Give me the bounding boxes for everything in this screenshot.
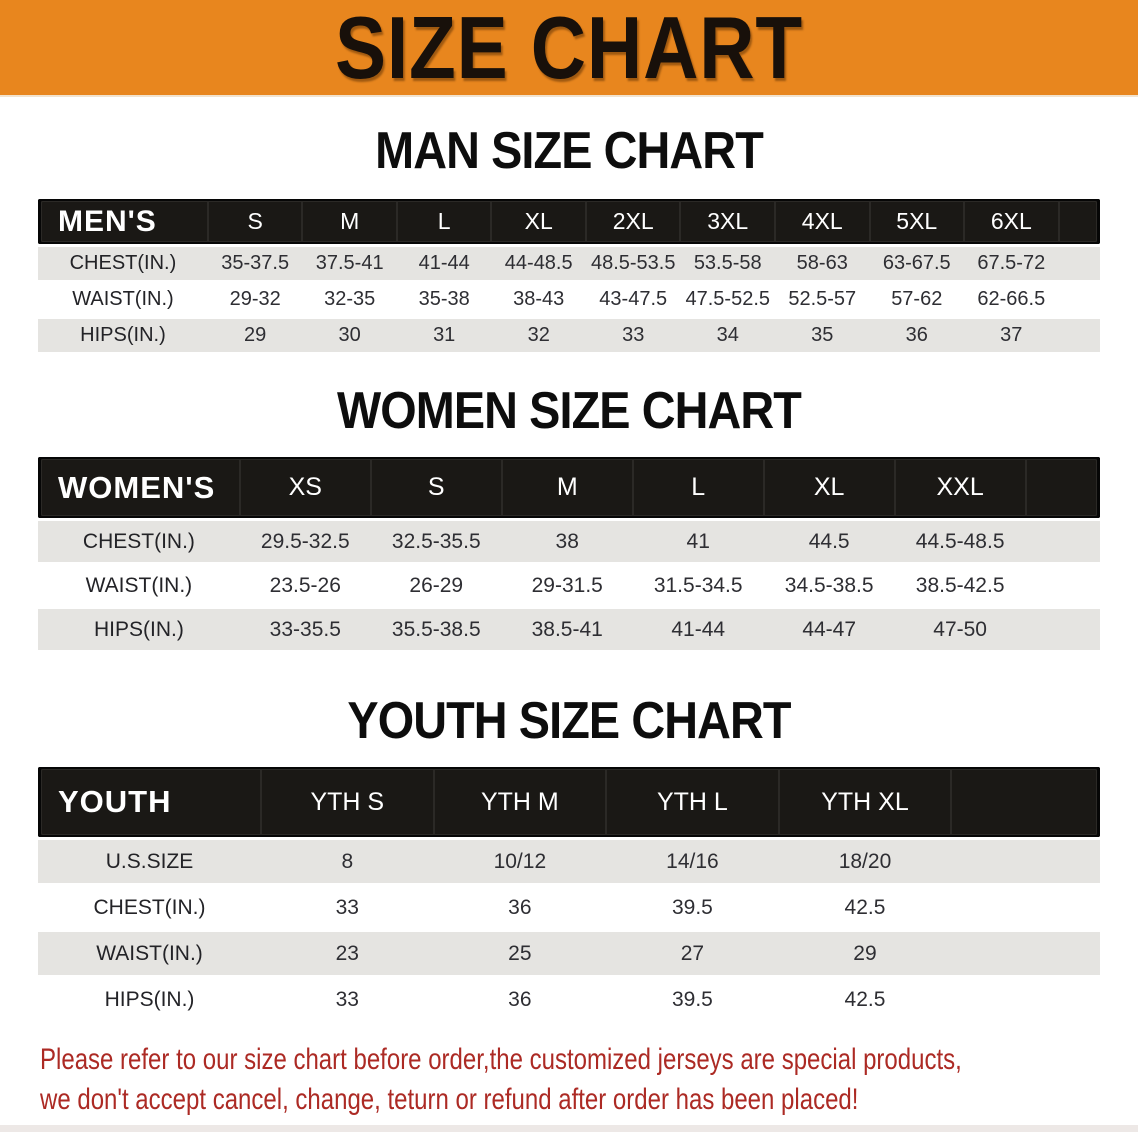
size-value: 38.5-41: [531, 617, 603, 641]
size-column-header: 4XL: [775, 199, 870, 244]
size-value: 42.5: [844, 895, 886, 919]
table-group-label: YOUTH: [38, 767, 261, 837]
size-column-header: YTH XL: [779, 767, 952, 837]
size-value: 32: [527, 324, 550, 347]
table-row: [38, 609, 1100, 650]
size-value: 53.5-58: [693, 252, 762, 275]
size-column-header: YTH S: [261, 767, 434, 837]
size-column-header: XL: [491, 199, 586, 244]
row-label: U.S.SIZE: [105, 849, 194, 873]
size-value: 35-38: [418, 288, 470, 311]
size-table-header-row: [38, 199, 1100, 244]
size-column-header: XXL: [895, 457, 1026, 518]
spacer-cell: [1059, 283, 1100, 316]
size-value: 31: [433, 324, 456, 347]
spacer-cell: [951, 767, 1100, 837]
size-value: 62-66.5: [977, 288, 1046, 311]
size-value: 33: [622, 324, 645, 347]
table-group-label: WOMEN'S: [38, 457, 240, 518]
size-table: [38, 764, 1100, 1024]
size-chart-section-mens: [0, 124, 1138, 355]
size-column-header: 2XL: [586, 199, 681, 244]
table-row: [38, 247, 1100, 280]
size-value: 10/12: [493, 849, 547, 873]
table-row: [38, 521, 1100, 562]
size-value: 33-35.5: [269, 617, 341, 641]
size-value: 35-37.5: [221, 252, 290, 275]
size-value: 67.5-72: [977, 252, 1046, 275]
table-row: [38, 886, 1100, 929]
table-row: [38, 565, 1100, 606]
size-value: 58-63: [796, 252, 848, 275]
table-group-label: MEN'S: [38, 199, 208, 244]
size-value: 41-44: [418, 252, 470, 275]
size-table-header-row: [38, 457, 1100, 518]
size-value: 34.5-38.5: [784, 573, 874, 597]
size-value: 41-44: [671, 617, 726, 641]
size-value: 29-32: [229, 288, 281, 311]
row-label: WAIST(IN.): [72, 288, 174, 311]
spacer-cell: [951, 840, 1100, 883]
size-value: 26-29: [409, 573, 464, 597]
charts-container: [0, 124, 1138, 1024]
size-column-header: YTH L: [606, 767, 779, 837]
size-value: 47.5-52.5: [685, 288, 770, 311]
spacer-cell: [1026, 521, 1100, 562]
size-value: 23.5-26: [269, 573, 341, 597]
size-value: 8: [341, 849, 354, 873]
size-value: 29.5-32.5: [260, 529, 350, 553]
table-row: [38, 932, 1100, 975]
size-value: 25: [508, 941, 532, 965]
banner: [0, 0, 1138, 97]
size-value: 27: [680, 941, 705, 965]
size-value: 14/16: [666, 849, 719, 873]
row-label: CHEST(IN.): [82, 529, 195, 553]
size-value: 36: [508, 987, 532, 1011]
size-value: 38.5-42.5: [915, 573, 1005, 597]
size-value: 39.5: [671, 895, 713, 919]
size-value: 41: [686, 529, 710, 553]
size-table: [38, 454, 1100, 653]
size-column-header: YTH M: [434, 767, 607, 837]
size-value: 44-48.5: [504, 252, 573, 275]
table-row: [38, 978, 1100, 1021]
size-value: 37.5-41: [315, 252, 384, 275]
table-row: [38, 283, 1100, 316]
disclaimer-line-1: Please refer to our size chart before order,the customized jerseys are special products,: [40, 1043, 962, 1077]
size-value: 29: [853, 941, 877, 965]
size-value: 36: [905, 324, 928, 347]
spacer-cell: [951, 932, 1100, 975]
size-value: 30: [338, 324, 361, 347]
size-column-header: L: [397, 199, 492, 244]
size-column-header: L: [633, 457, 764, 518]
size-value: 47-50: [933, 617, 987, 641]
size-column-header: 6XL: [964, 199, 1059, 244]
section-heading: MAN SIZE CHART: [375, 122, 763, 180]
size-table: [38, 196, 1100, 355]
size-table-header-row: [38, 767, 1100, 837]
size-value: 32.5-35.5: [391, 529, 481, 553]
size-value: 52.5-57: [788, 288, 857, 311]
row-label: WAIST(IN.): [96, 941, 203, 965]
table-row: [38, 840, 1100, 883]
size-value: 39.5: [671, 987, 713, 1011]
section-heading: YOUTH SIZE CHART: [347, 692, 791, 751]
size-value: 33: [335, 895, 359, 919]
size-value: 48.5-53.5: [590, 252, 676, 275]
size-column-header: XL: [764, 457, 895, 518]
size-value: 32-35: [324, 288, 376, 311]
size-value: 29: [244, 324, 267, 347]
row-label: HIPS(IN.): [93, 617, 184, 641]
size-value: 63-67.5: [882, 252, 951, 275]
spacer-cell: [1026, 609, 1100, 650]
size-value: 29-31.5: [531, 573, 603, 597]
disclaimer-line-2: we don't accept cancel, change, teturn or refund after order has been placed!: [40, 1083, 859, 1117]
spacer-cell: [1059, 319, 1100, 352]
size-value: 38: [555, 529, 579, 553]
spacer-cell: [1059, 247, 1100, 280]
size-value: 57-62: [891, 288, 943, 311]
size-column-header: 5XL: [870, 199, 965, 244]
row-label: HIPS(IN.): [80, 324, 166, 347]
size-value: 42.5: [844, 987, 886, 1011]
size-value: 37: [1000, 324, 1023, 347]
size-value: 35: [811, 324, 834, 347]
size-column-header: 3XL: [680, 199, 775, 244]
size-value: 31.5-34.5: [653, 573, 743, 597]
size-value: 38-43: [513, 288, 565, 311]
size-column-header: M: [502, 457, 633, 518]
size-column-header: S: [208, 199, 303, 244]
size-chart-section-youth: [0, 694, 1138, 1024]
bottom-edge-strip: [0, 1125, 1138, 1132]
size-column-header: M: [302, 199, 397, 244]
size-value: 33: [335, 987, 359, 1011]
section-heading: WOMEN SIZE CHART: [337, 382, 801, 441]
spacer-cell: [951, 978, 1100, 1021]
table-row: [38, 319, 1100, 352]
size-value: 36: [508, 895, 532, 919]
size-column-header: XS: [240, 457, 371, 518]
spacer-cell: [1059, 199, 1100, 244]
spacer-cell: [1026, 565, 1100, 606]
row-label: WAIST(IN.): [85, 573, 193, 597]
size-column-header: S: [371, 457, 502, 518]
size-value: 44-47: [802, 617, 857, 641]
row-label: CHEST(IN.): [69, 252, 177, 275]
size-value: 18/20: [838, 849, 892, 873]
disclaimer: [40, 1040, 1138, 1120]
size-value: 34: [716, 324, 739, 347]
banner-title: SIZE CHART: [334, 0, 804, 97]
size-value: 43-47.5: [599, 288, 668, 311]
size-value: 23: [335, 941, 359, 965]
spacer-cell: [1026, 457, 1100, 518]
row-label: HIPS(IN.): [104, 987, 195, 1011]
size-value: 44.5-48.5: [915, 529, 1005, 553]
row-label: CHEST(IN.): [93, 895, 206, 919]
size-value: 35.5-38.5: [391, 617, 481, 641]
size-chart-section-womens: [0, 384, 1138, 653]
spacer-cell: [951, 886, 1100, 929]
size-value: 44.5: [808, 529, 850, 553]
